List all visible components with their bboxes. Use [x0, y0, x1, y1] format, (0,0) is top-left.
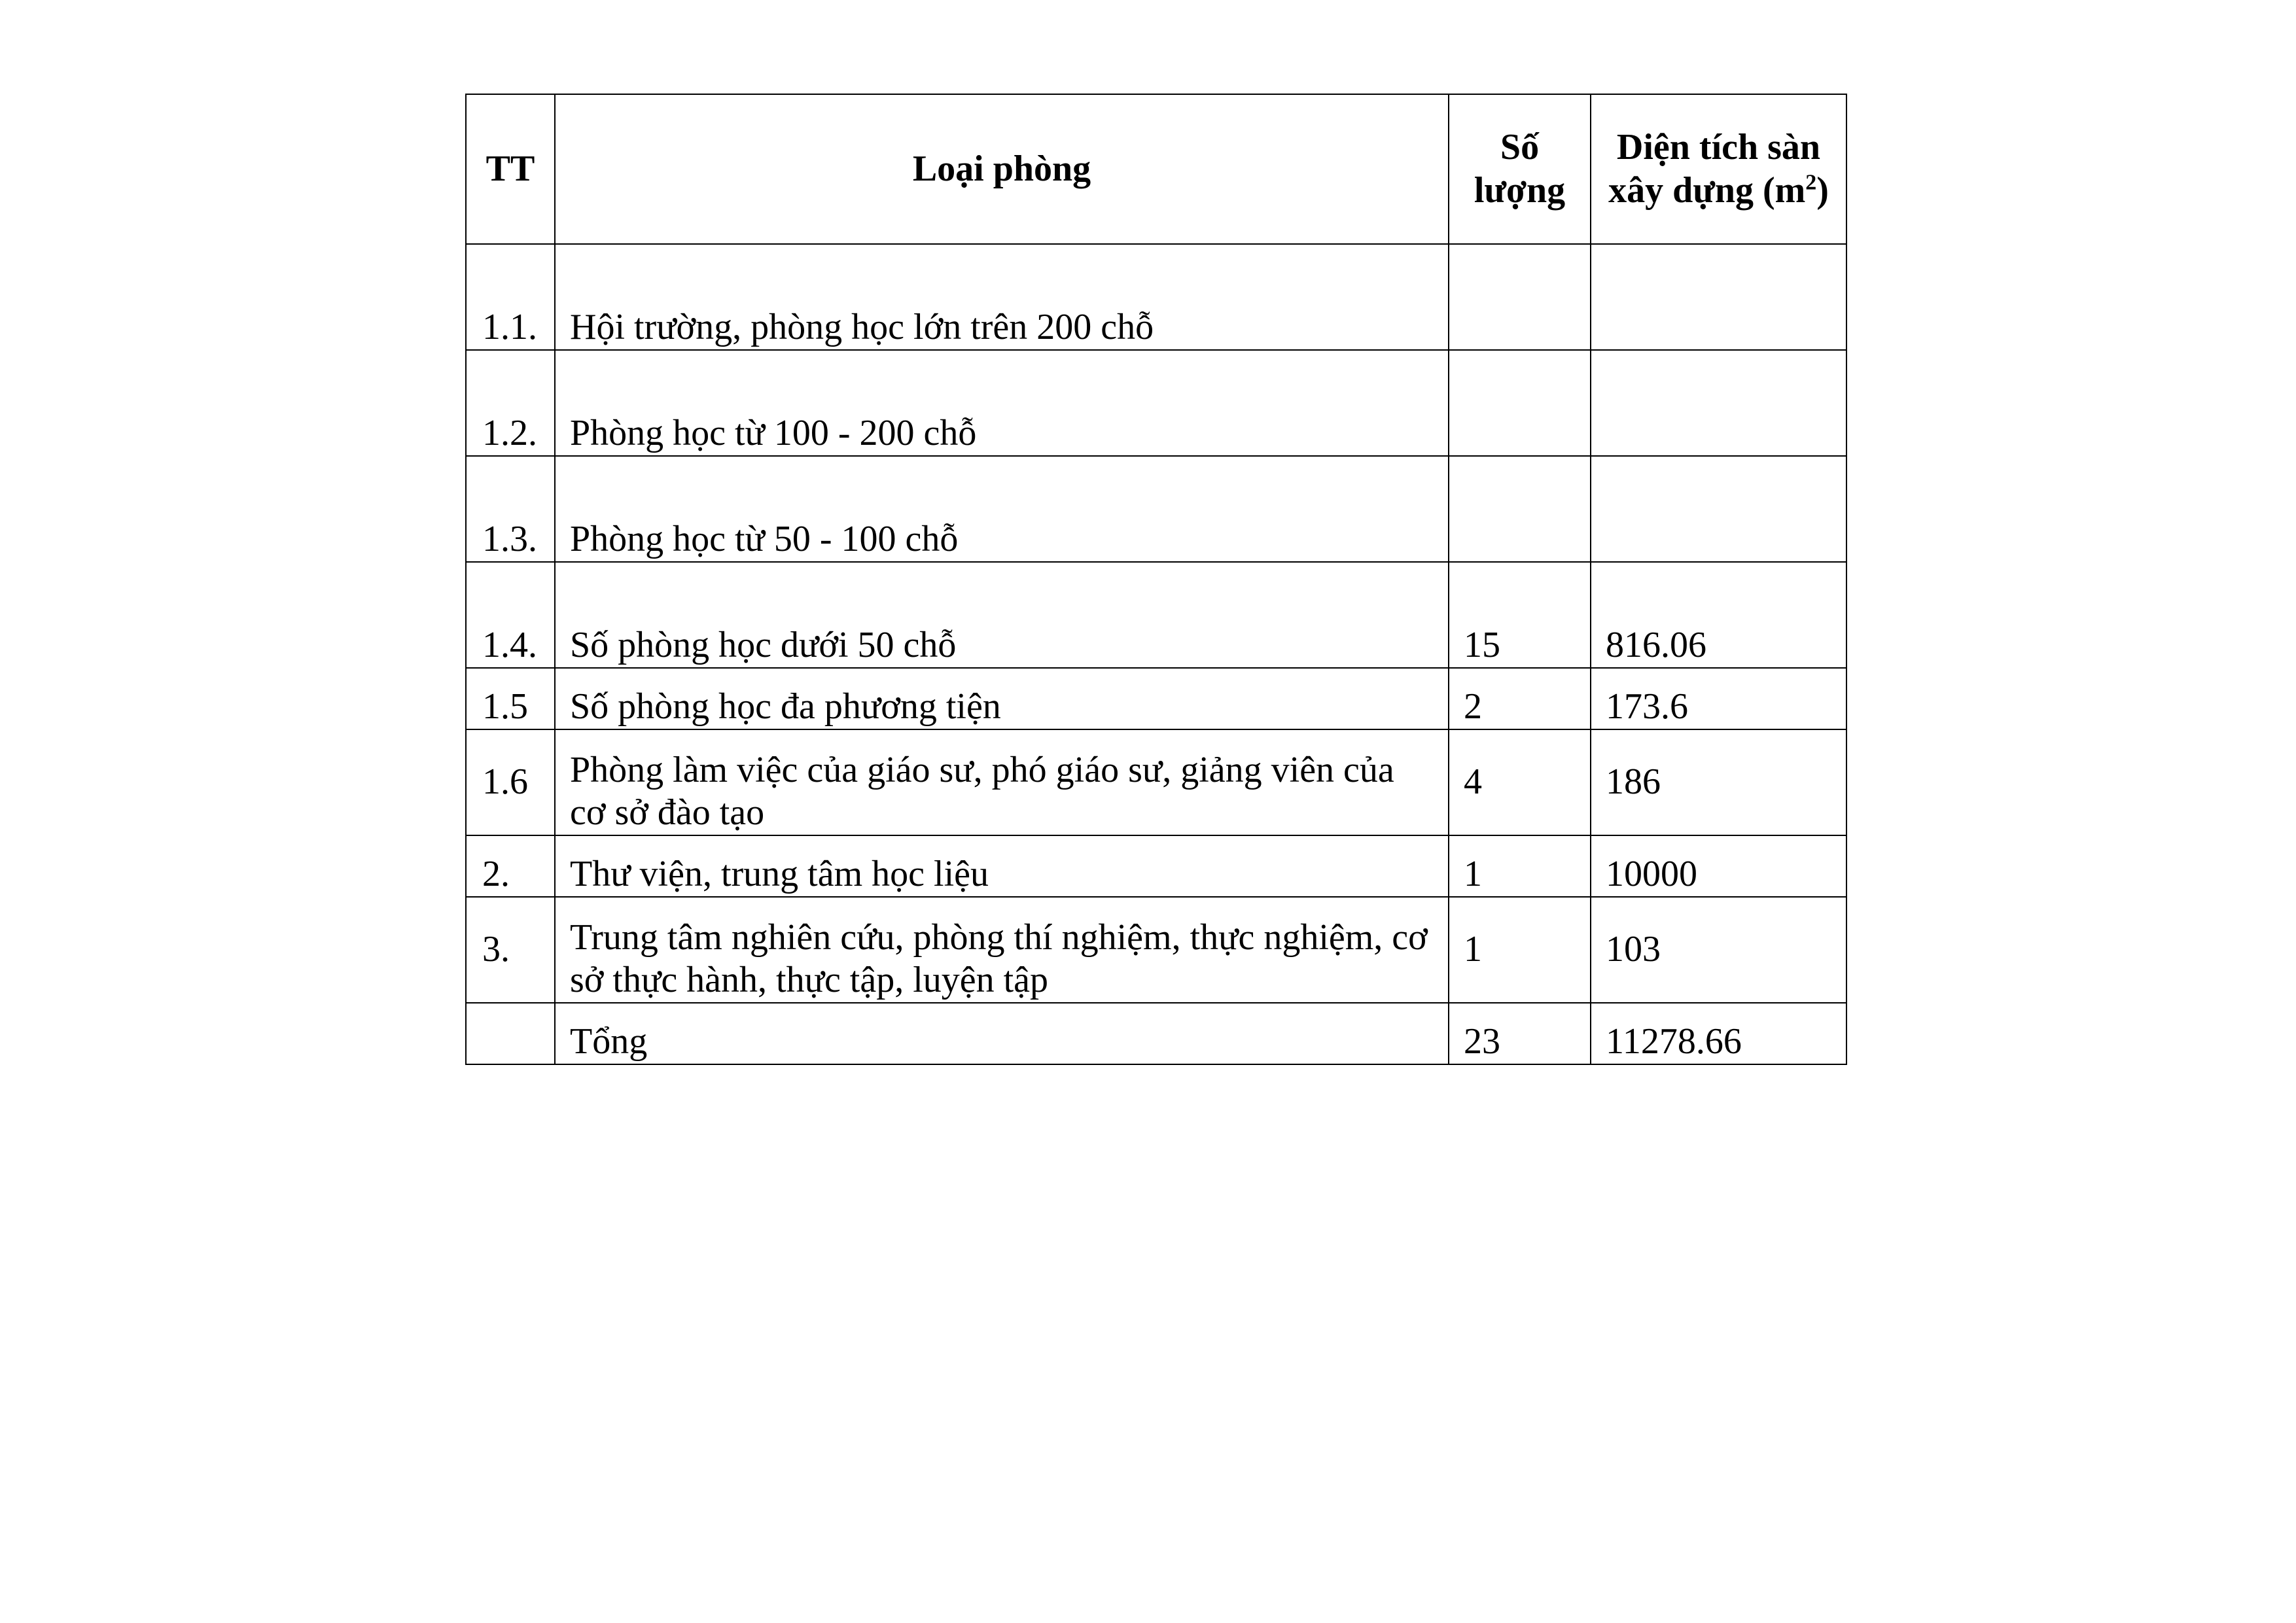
- cell-tt: 2.: [466, 835, 555, 897]
- cell-room-type: Hội trường, phòng học lớn trên 200 chỗ: [555, 244, 1449, 350]
- cell-area: 10000: [1591, 835, 1846, 897]
- cell-tt: 1.3.: [466, 456, 555, 562]
- cell-quantity: 15: [1449, 562, 1591, 668]
- cell-room-type: Trung tâm nghiên cứu, phòng thí nghiệm, thực nghiệm, cơ sở thực hành, thực tập, luyện tập: [555, 897, 1449, 1003]
- table-row: [466, 350, 1846, 456]
- cell-tt: [466, 1003, 555, 1064]
- header-tt: TT: [466, 94, 555, 244]
- table-row: [466, 562, 1846, 668]
- table-row: [466, 729, 1846, 835]
- table-header-row: [466, 94, 1846, 244]
- table-row-total: [466, 1003, 1846, 1064]
- cell-tt: 1.1.: [466, 244, 555, 350]
- cell-tt: 1.5: [466, 668, 555, 729]
- header-quantity: Số lượng: [1449, 94, 1591, 244]
- room-area-table: [465, 94, 1847, 1065]
- cell-quantity: 1: [1449, 835, 1591, 897]
- header-area: [1591, 94, 1846, 244]
- cell-room-type: Phòng học từ 50 - 100 chỗ: [555, 456, 1449, 562]
- cell-quantity: [1449, 350, 1591, 456]
- cell-quantity: 23: [1449, 1003, 1591, 1064]
- cell-area: [1591, 456, 1846, 562]
- cell-room-type: Số phòng học dưới 50 chỗ: [555, 562, 1449, 668]
- cell-area: 816.06: [1591, 562, 1846, 668]
- cell-quantity: [1449, 456, 1591, 562]
- cell-quantity: 1: [1449, 897, 1591, 1003]
- header-area-label: Diện tích sàn xây dựng (m: [1608, 126, 1821, 211]
- cell-tt: 1.6: [466, 729, 555, 835]
- header-area-superscript: 2: [1805, 169, 1817, 194]
- cell-room-type: Số phòng học đa phương tiện: [555, 668, 1449, 729]
- cell-quantity: 2: [1449, 668, 1591, 729]
- table-row: [466, 456, 1846, 562]
- cell-area: 103: [1591, 897, 1846, 1003]
- table-row: [466, 897, 1846, 1003]
- table-row: [466, 244, 1846, 350]
- header-room-type: Loại phòng: [555, 94, 1449, 244]
- cell-tt: 3.: [466, 897, 555, 1003]
- cell-quantity: [1449, 244, 1591, 350]
- cell-quantity: 4: [1449, 729, 1591, 835]
- cell-room-type: Phòng làm việc của giáo sư, phó giáo sư, giảng viên của cơ sở đào tạo: [555, 729, 1449, 835]
- cell-area: [1591, 350, 1846, 456]
- cell-tt: 1.2.: [466, 350, 555, 456]
- cell-area: 186: [1591, 729, 1846, 835]
- table-row: [466, 668, 1846, 729]
- cell-area: [1591, 244, 1846, 350]
- cell-tt: 1.4.: [466, 562, 555, 668]
- header-area-close: ): [1816, 169, 1829, 211]
- cell-area: 11278.66: [1591, 1003, 1846, 1064]
- cell-area: 173.6: [1591, 668, 1846, 729]
- cell-room-type: Tổng: [555, 1003, 1449, 1064]
- table-row: [466, 835, 1846, 897]
- cell-room-type: Thư viện, trung tâm học liệu: [555, 835, 1449, 897]
- cell-room-type: Phòng học từ 100 - 200 chỗ: [555, 350, 1449, 456]
